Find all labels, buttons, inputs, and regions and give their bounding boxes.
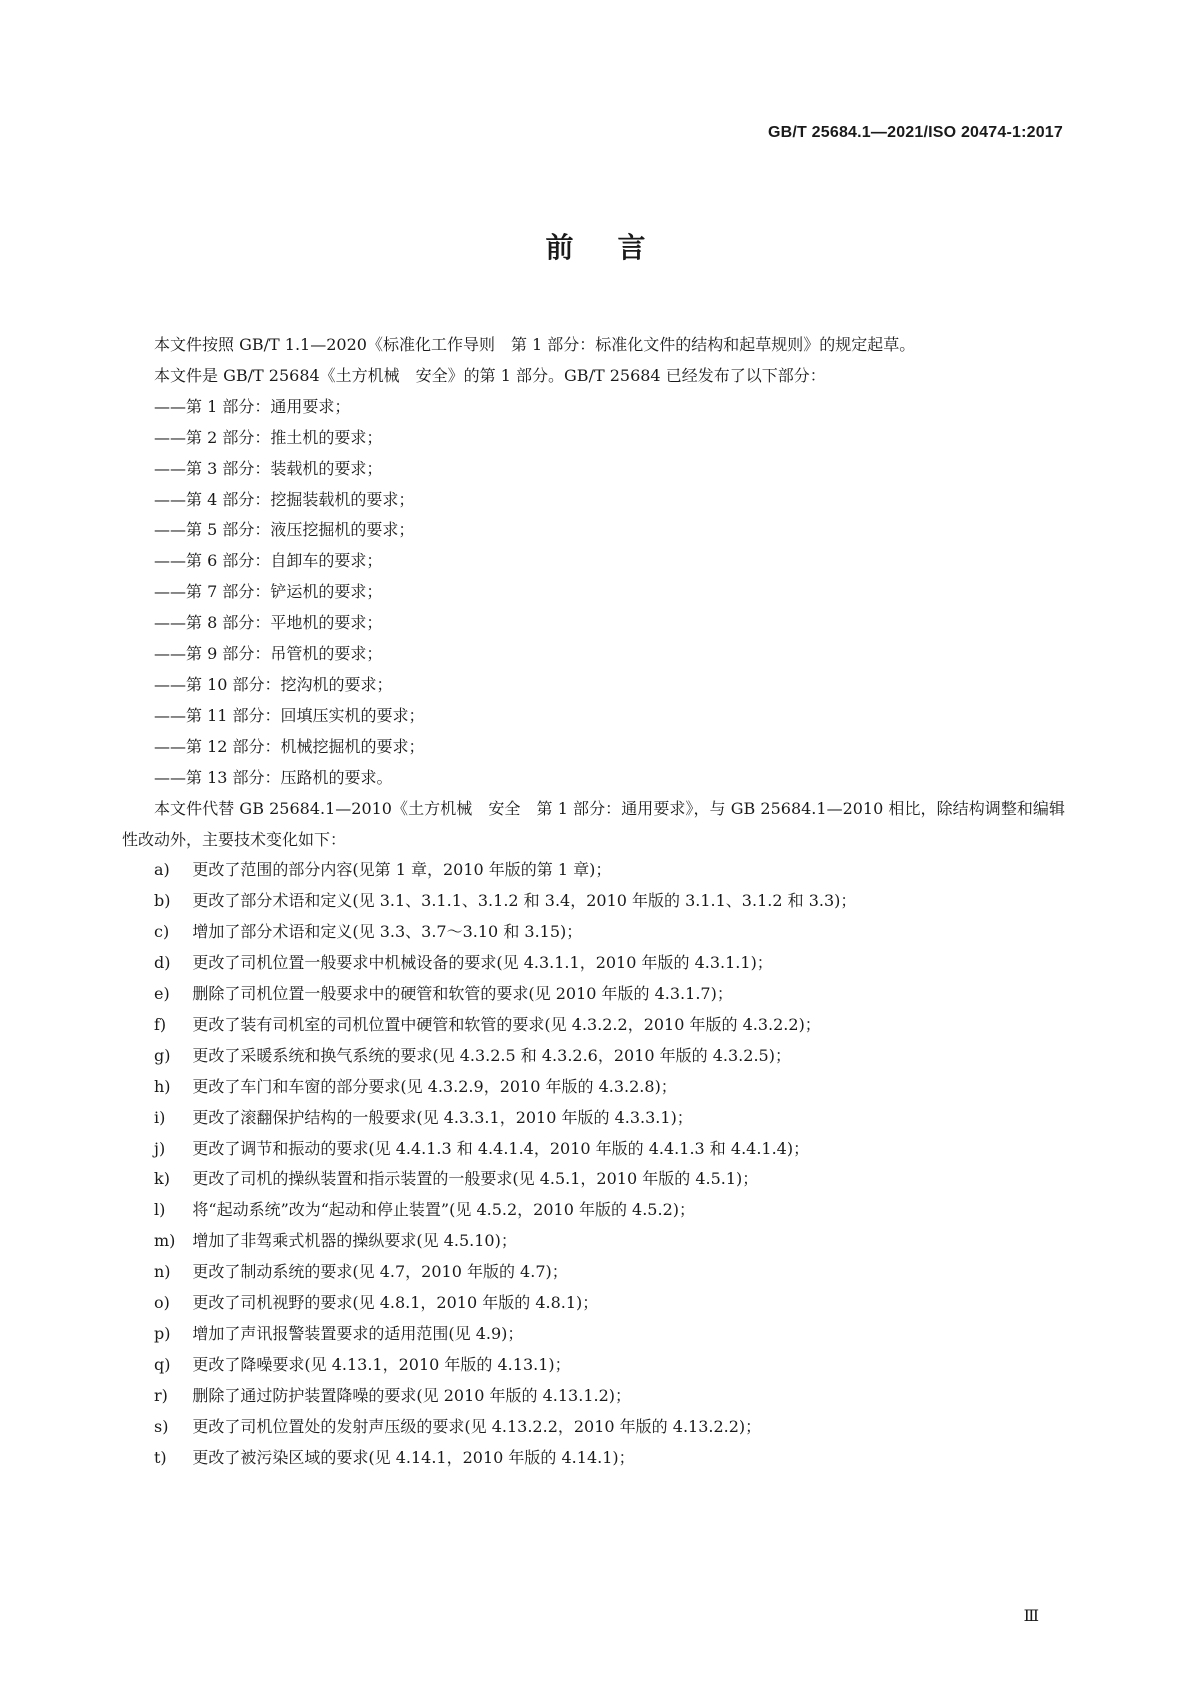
list-item [122, 1350, 1065, 1381]
list-marker: o) [154, 1293, 170, 1313]
list-text: 更改了滚翻保护结构的一般要求(见 4.3.3.1，2010 年版的 4.3.3.1)； [192, 1107, 693, 1127]
list-marker: r) [154, 1385, 168, 1405]
list-item [122, 1443, 1065, 1474]
list-item: ——第 7 部分：铲运机的要求； [154, 582, 383, 602]
list-text: 删除了通过防护装置降噪的要求(见 2010 年版的 4.13.1.2)； [192, 1385, 632, 1405]
list-item: ——第 12 部分：机械挖掘机的要求； [154, 736, 425, 756]
list-item [122, 1288, 1065, 1319]
list-item [122, 1103, 1065, 1134]
document-body [122, 330, 1065, 1474]
list-item: ——第 1 部分：通用要求； [154, 396, 351, 416]
list-item [122, 1257, 1065, 1288]
list-item [122, 886, 1065, 917]
parts-intro-paragraph: 本文件是 GB/T 25684《土方机械 安全》的第 1 部分。GB/T 25684 已经发布了以下部分： [154, 365, 826, 385]
drafting-basis-paragraph: 本文件按照 GB/T 1.1—2020《标准化工作导则 第 1 部分：标准化文件的结构和起草规则》的规定起草。 [154, 335, 916, 354]
list-item: ——第 9 部分：吊管机的要求； [154, 644, 383, 664]
list-text: 增加了非驾乘式机器的操纵要求(见 4.5.10)； [192, 1231, 517, 1251]
list-marker: k) [154, 1169, 170, 1189]
list-item [122, 948, 1065, 979]
list-text: 更改了制动系统的要求(见 4.7，2010 年版的 4.7)； [192, 1262, 568, 1282]
list-marker: j) [154, 1138, 166, 1158]
list-marker: n) [154, 1262, 171, 1282]
list-marker: d) [154, 953, 171, 973]
list-text: 更改了范围的部分内容(见第 1 章，2010 年版的第 1 章)； [192, 860, 612, 880]
list-item [122, 917, 1065, 948]
replacement-paragraph: 本文件代替 GB 25684.1—2010《土方机械 安全 第 1 部分：通用要求》，与 GB 25684.1—2010 相比，除结构调整和编辑性改动外，主要技术变化如下： [122, 798, 1065, 849]
list-text: 更改了司机的操纵装置和指示装置的一般要求(见 4.5.1，2010 年版的 4.5.1)； [192, 1169, 759, 1189]
changes-list [122, 855, 1065, 1473]
list-text: 更改了调节和振动的要求(见 4.4.1.3 和 4.4.1.4，2010 年版的 4.4.1.3 和 4.4.1.4)； [192, 1138, 810, 1158]
parts-list [122, 392, 1065, 794]
list-item [122, 1381, 1065, 1412]
list-marker: g) [154, 1045, 171, 1065]
list-text: 更改了司机位置处的发射声压级的要求(见 4.13.2.2，2010 年版的 4.13.2.2)； [192, 1416, 762, 1436]
list-item [122, 1164, 1065, 1195]
list-text: 更改了司机位置一般要求中机械设备的要求(见 4.3.1.1，2010 年版的 4.3.1.1)； [192, 953, 773, 973]
list-item [122, 1226, 1065, 1257]
list-marker: s) [154, 1416, 169, 1436]
list-marker: b) [154, 891, 171, 911]
list-marker: l) [154, 1200, 166, 1220]
list-item: ——第 13 部分：压路机的要求。 [154, 767, 393, 787]
list-item [122, 1195, 1065, 1226]
list-text: 更改了司机视野的要求(见 4.8.1，2010 年版的 4.8.1)； [192, 1293, 599, 1313]
list-marker: f) [154, 1014, 167, 1034]
list-item [122, 979, 1065, 1010]
list-marker: p) [154, 1324, 171, 1343]
list-text: 更改了部分术语和定义(见 3.1、3.1.1、3.1.2 和 3.4，2010 年版的 3.1.1、3.1.2 和 3.3)； [192, 891, 857, 911]
list-text: 更改了采暖系统和换气系统的要求(见 4.3.2.5 和 4.3.2.6，2010 年版的 4.3.2.5)； [192, 1045, 791, 1065]
list-text: 更改了被污染区域的要求(见 4.14.1，2010 年版的 4.14.1)； [192, 1447, 635, 1467]
list-item [122, 1134, 1065, 1165]
list-text: 更改了装有司机室的司机位置中硬管和软管的要求(见 4.3.2.2，2010 年版的 4.3.2.2)； [192, 1014, 821, 1034]
list-item [122, 1412, 1065, 1443]
list-text: 删除了司机位置一般要求中的硬管和软管的要求(见 2010 年版的 4.3.1.7)； [192, 984, 733, 1004]
list-item [122, 1041, 1065, 1072]
list-marker: h) [154, 1076, 171, 1096]
list-text: 增加了声讯报警装置要求的适用范围(见 4.9)； [192, 1324, 524, 1343]
list-item [122, 1010, 1065, 1041]
page-title: 前言 [545, 231, 690, 264]
list-text: 更改了降噪要求(见 4.13.1，2010 年版的 4.13.1)； [192, 1354, 571, 1374]
list-item: ——第 10 部分：挖沟机的要求； [154, 674, 393, 694]
list-item: ——第 4 部分：挖掘装载机的要求； [154, 489, 415, 509]
list-text: 增加了部分术语和定义(见 3.3、3.7～3.10 和 3.15)； [192, 922, 583, 942]
list-marker: t) [154, 1447, 167, 1467]
list-text: 将“起动系统”改为“起动和停止装置”(见 4.5.2，2010 年版的 4.5.2)； [192, 1200, 695, 1220]
list-marker: c) [154, 922, 170, 942]
list-item [122, 855, 1065, 886]
standard-number: GB/T 25684.1—2021/ISO 20474-1:2017 [768, 124, 1063, 141]
list-item: ——第 6 部分：自卸车的要求； [154, 551, 383, 571]
list-item: ——第 2 部分：推土机的要求； [154, 427, 383, 447]
list-item: ——第 3 部分：装载机的要求； [154, 458, 383, 478]
list-item: ——第 8 部分：平地机的要求； [154, 613, 383, 633]
list-item: ——第 11 部分：回填压实机的要求； [154, 705, 425, 725]
list-text: 更改了车门和车窗的部分要求(见 4.3.2.9，2010 年版的 4.3.2.8)； [192, 1076, 677, 1096]
list-marker: e) [154, 984, 170, 1004]
list-item [122, 1319, 1065, 1350]
list-marker: a) [154, 860, 170, 880]
list-marker: i) [154, 1107, 166, 1127]
list-marker: q) [154, 1354, 171, 1374]
page-number: Ⅲ [1023, 1606, 1039, 1625]
list-item [122, 1072, 1065, 1103]
list-item: ——第 5 部分：液压挖掘机的要求； [154, 520, 415, 540]
list-marker: m) [154, 1231, 176, 1251]
